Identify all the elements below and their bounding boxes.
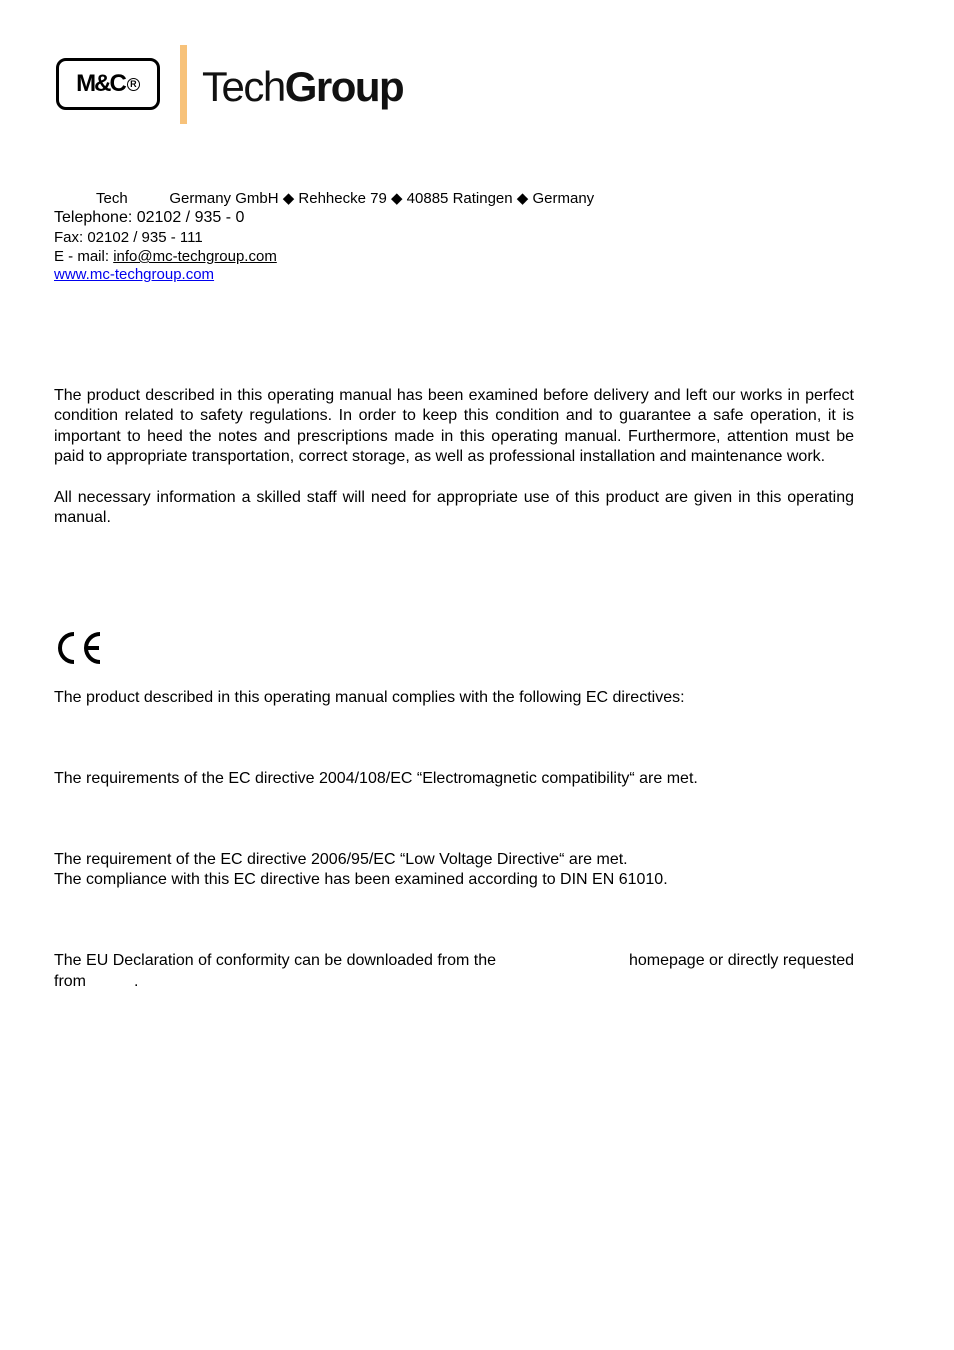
- company-address: Tech Germany GmbH ◆ Rehhecke 79 ◆ 40885 Ratingen ◆ Germany: [96, 190, 595, 207]
- ce-compliance-text: The product described in this operating manual complies with the following EC directives:: [54, 689, 685, 706]
- logo-mc-text: M&C: [76, 70, 125, 97]
- email-line: [54, 247, 277, 266]
- logo-tech: Tech: [202, 63, 285, 110]
- declaration-line-1: [54, 951, 854, 971]
- mc-logo: [56, 58, 160, 110]
- declaration-part-b: homepage or directly requested: [628, 952, 854, 969]
- techgroup-logo-text: [202, 62, 403, 112]
- declaration-part-c: from: [54, 973, 86, 990]
- email-link[interactable]: info@mc-techgroup.com: [113, 248, 277, 265]
- emc-directive-text: The requirements of the EC directive 2004/108/EC “Electromagnetic compatibility“ are met.: [54, 770, 698, 787]
- fax: Fax: 02102 / 935 - 111: [54, 229, 203, 246]
- ce-mark-icon: [54, 630, 104, 666]
- email-label: E - mail:: [54, 248, 114, 265]
- website-line: [54, 265, 214, 284]
- declaration-part-d: .: [134, 973, 139, 990]
- intro-paragraph-2: All necessary information a skilled staff will need for appropriate use of this product are given in this operating manual.: [54, 489, 854, 527]
- din-compliance-text: The compliance with this EC directive has been examined according to DIN EN 61010.: [54, 871, 668, 888]
- registered-icon: R: [127, 78, 140, 91]
- logo-group: Group: [284, 63, 404, 110]
- website-link[interactable]: www.mc-techgroup.com: [54, 266, 215, 283]
- declaration-line-2: [54, 972, 854, 992]
- logo-divider: [180, 45, 187, 124]
- telephone: Telephone: 02102 / 935 - 0: [54, 209, 245, 226]
- declaration-part-a: The EU Declaration of conformity can be downloaded from the: [54, 952, 497, 969]
- intro-paragraph: The product described in this operating manual has been examined before delivery and left our works in perfect condition related to safety regulations. In order to keep this condition and to guarantee a safe operation, it is important to heed the notes and prescriptions made in this operating manual. Furthermore, attention must be paid to appropriate transportation, correct storage, as well as professional installation and maintenance work.: [54, 387, 854, 466]
- lvd-directive-text: The requirement of the EC directive 2006/95/EC “Low Voltage Directive“ are met.: [54, 851, 628, 868]
